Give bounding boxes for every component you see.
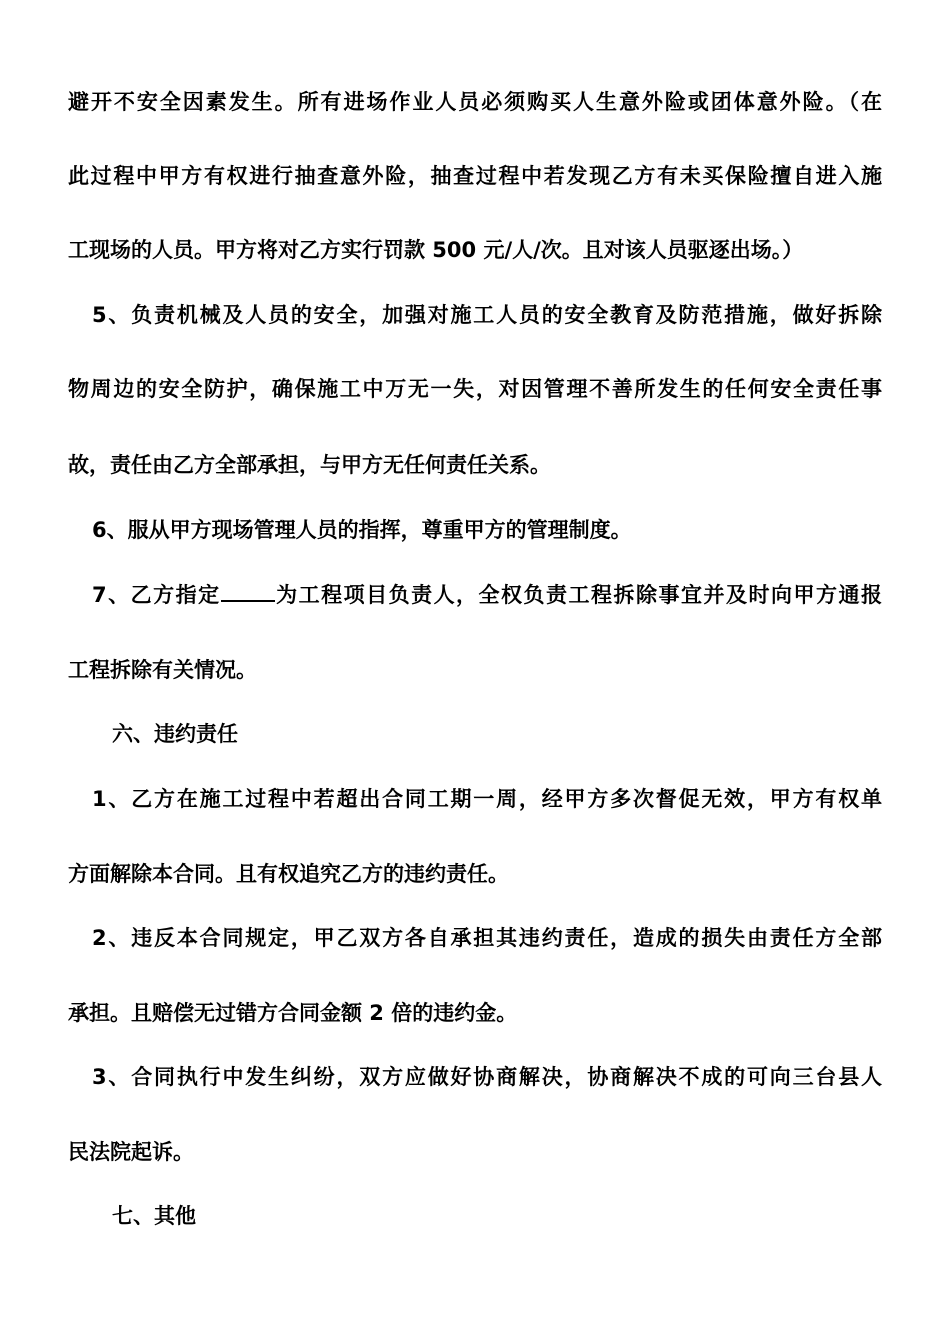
clause-start-text: 7、乙方指定 [92,583,221,607]
paragraph-line: 物周边的安全防护，确保施工中万无一失，对因管理不善所发生的任何安全责任事 [68,377,882,401]
paragraph-line: 3、合同执行中发生纠纷，双方应做好协商解决，协商解决不成的可向三台县人 [92,1065,882,1089]
section-heading: 六、违约责任 [112,722,238,746]
paragraph-line: 承担。且赔偿无过错方合同金额 2 倍的违约金。 [68,1001,518,1025]
paragraph-line: 方面解除本合同。且有权追究乙方的违约责任。 [68,862,509,886]
paragraph-line: 避开不安全因素发生。所有进场作业人员必须购买人生意外险或团体意外险。（在 [68,90,882,114]
paragraph-line: 6、服从甲方现场管理人员的指挥，尊重甲方的管理制度。 [92,518,632,542]
paragraph-line: 5、负责机械及人员的安全，加强对施工人员的安全教育及防范措施，做好拆除 [92,303,882,327]
paragraph-line: 工程拆除有关情况。 [68,658,257,682]
fill-in-blank [221,580,275,602]
paragraph-line: 工现场的人员。甲方将对乙方实行罚款 500 元/人/次。且对该人员驱逐出场。） [68,238,804,262]
clause-end-text: 为工程项目负责人，全权负责工程拆除事宜并及时向甲方通报 [274,583,882,607]
paragraph-line: 1、乙方在施工过程中若超出合同工期一周，经甲方多次督促无效，甲方有权单 [92,787,882,811]
paragraph-line: 此过程中甲方有权进行抽查意外险，抽查过程中若发现乙方有未买保险擅自进入施 [68,164,882,188]
paragraph-line: 故，责任由乙方全部承担，与甲方无任何责任关系。 [68,453,551,477]
paragraph-line: 2、违反本合同规定，甲乙双方各自承担其违约责任，造成的损失由责任方全部 [92,926,882,950]
paragraph-line-with-blank [92,580,882,609]
section-heading: 七、其他 [112,1204,196,1228]
paragraph-line: 民法院起诉。 [68,1140,194,1164]
